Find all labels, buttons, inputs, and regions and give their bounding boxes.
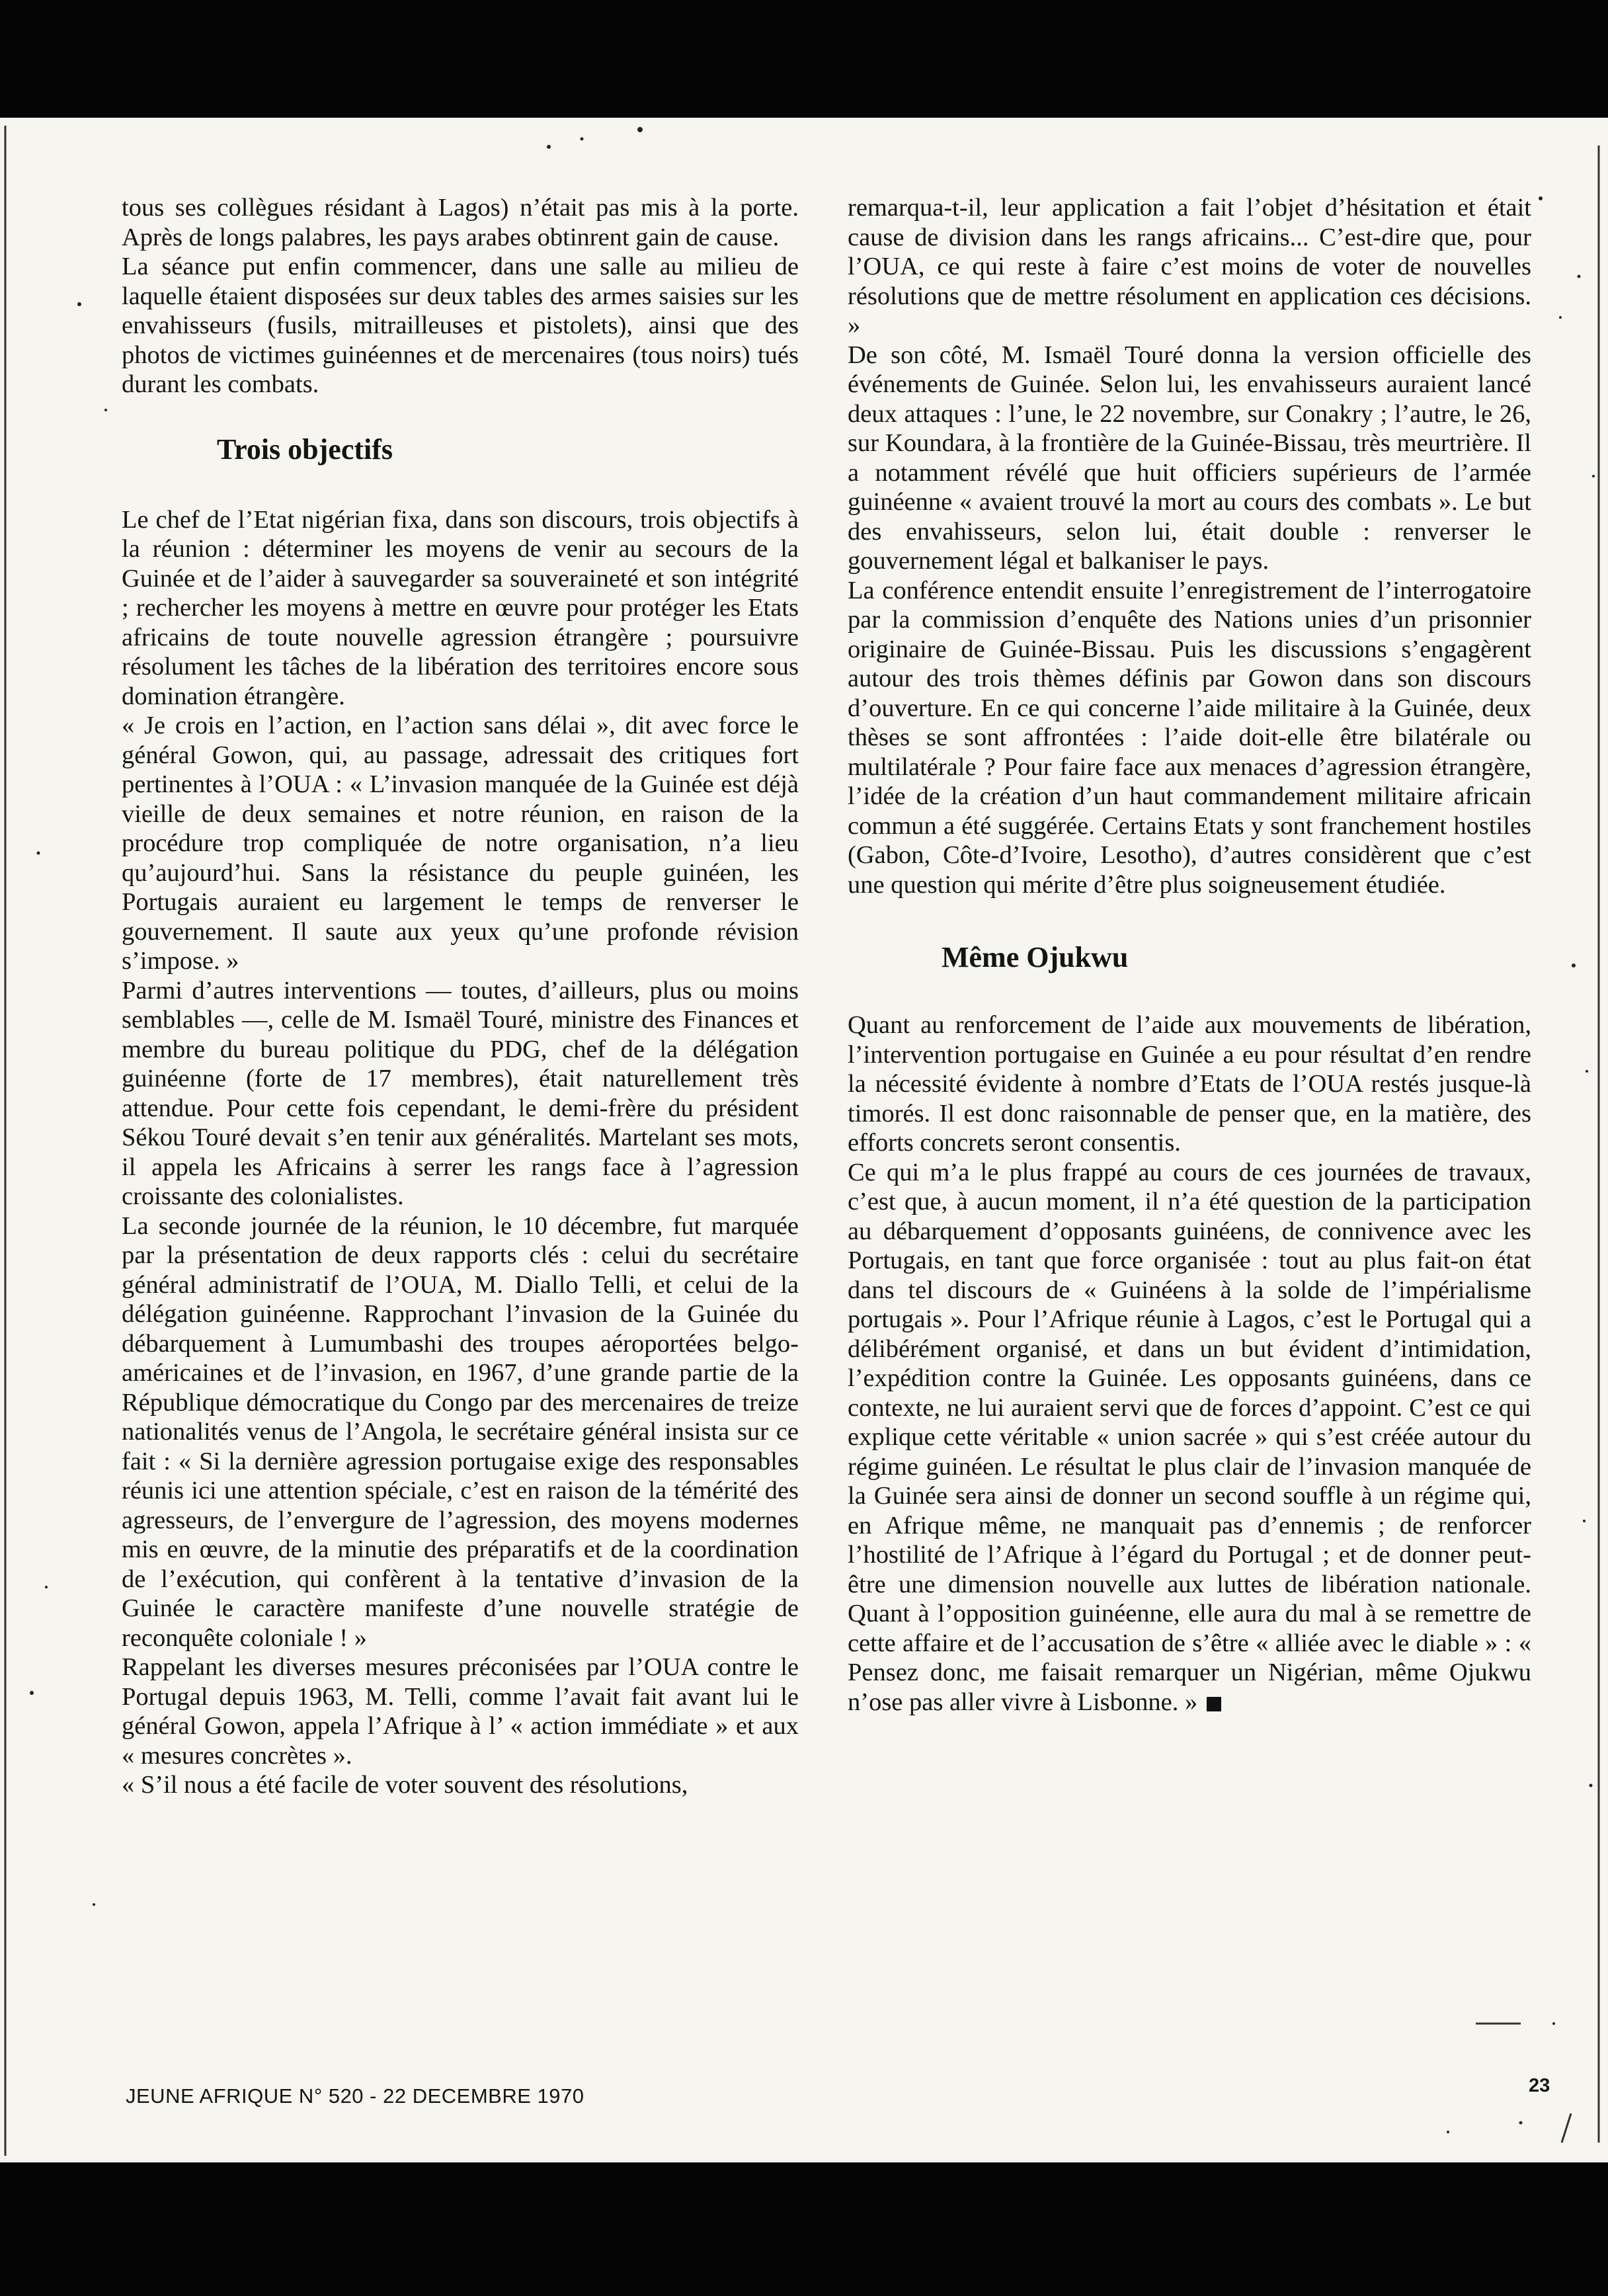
right-paragraph-3: La conférence entendit ensuite l’enregistrement de l’interrogatoire par la commission d’enquête des Nations unies d’un prisonnier originaire de Guinée-Bissau. Puis les discussions s’engagèrent autour des trois thèmes définis par Gowon dans son discours d’ouverture. En ce qui concerne l’aide militaire à la Guinée, deux thèses se sont affrontées : l’aide doit-elle être bilatérale ou multilatérale ? Pour faire face aux menaces d’agression étrangère, l’idée de la création d’un haut commandement militaire africain commun a été suggérée. Certains Etats y sont franchement hostiles (Gabon, Côte-d’Ivoire, Lesotho), d’autres considèrent que c’est une question qui mérite d’être plus soigneusement étudiée. xyxy=(848,576,1531,899)
subheading-meme-ojukwu: Même Ojukwu xyxy=(942,941,1129,973)
right-paragraph-5 xyxy=(848,1158,1531,1717)
subheading-trois-objectifs: Trois objectifs xyxy=(217,432,393,466)
left-paragraph-2: La séance put enfin commencer, dans une salle au milieu de laquelle étaient disposées sur deux tables des armes saisies sur les envahisseurs (fusils, mitrailleuses et pistolets), ainsi que des photos de victimes guinéennes et de mercenaires (tous noirs) tués durant les combats. xyxy=(122,253,799,398)
publication-footer: JEUNE AFRIQUE N° 520 - 22 DECEMBRE 1970 xyxy=(126,2084,584,2108)
scan-border-bottom xyxy=(0,2162,1608,2296)
article-column-left xyxy=(122,193,799,1800)
right-paragraph-5-text: Ce qui m’a le plus frappé au cours de ces journées de travaux, c’est que, à aucun moment, il n’a été question de la participation au débarquement d’opposants guinéens, de connivence avec les Portugais, en tant que force organisée : tout au plus fait-on état dans tel discours de « Guinéens à la solde de l’impérialisme portugais ». Pour l’Afrique réunie à Lagos, c’est le Portugal qui a délibérément organisé, et dans un but évident d’intimidation, l’expédition contre la Guinée. Les opposants guinéens, dans ce contexte, ne lui auraient servi que de forces d’appoint. C’est ce qui explique cette véritable « union sacrée » qui s’est créée autour du régime guinéen. Le résultat le plus clair de l’invasion manquée de la Guinée sera ainsi de donner un second souffle à un régime qui, en Afrique même, ne manquait pas d’ennemis ; de renforcer l’hostilité de l’Afrique à l’égard du Portugal ; et de donner peut-être une dimension nouvelle aux luttes de libération nationale. Quant à l’opposition guinéenne, elle aura du mal à se remettre de cette affaire et de l’accusation de s’être « alliée avec le diable » : « Pensez donc, me faisait remarquer un Nigérian, même Ojukwu n’ose pas aller vivre à Lisbonne. » xyxy=(848,1158,1531,1716)
right-paragraph-4: Quant au renforcement de l’aide aux mouvements de libération, l’intervention portugaise en Guinée a eu pour résultat d’en rendre la nécessité évidente à nombre d’Etats de l’OUA restés jusque-là timorés. Il est donc raisonnable de penser que, en la matière, des efforts concrets seront consentis. xyxy=(848,1011,1531,1157)
left-paragraph-3: Le chef de l’Etat nigérian fixa, dans son discours, trois objectifs à la réunion : déterminer les moyens de venir au secours de la Guinée et de l’aider à sauvegarder sa souveraineté et son intégrité ; rechercher les moyens à mettre en œuvre pour protéger les Etats africains de toute nouvelle agression étrangère ; poursuivre résolument les tâches de la libération des territoires encore sous domination étrangère. xyxy=(122,505,799,710)
left-paragraph-4: « Je crois en l’action, en l’action sans délai », dit avec force le général Gowon, qui, au passage, adressait des critiques fort pertinentes à l’OUA : « L’invasion manquée de la Guinée est déjà vieille de deux semaines et notre réunion, en raison de la procédure trop compliquée de notre organisation, n’a lieu qu’aujourd’hui. Sans la résistance du peuple guinéen, les Portugais auraient eu largement le temps de renverser le gouvernement. Il saute aux yeux qu’une profonde révision s’impose. » xyxy=(122,712,799,975)
page-number: 23 xyxy=(1529,2075,1550,2096)
left-paragraph-5: Parmi d’autres interventions — toutes, d’ailleurs, plus ou moins semblables —, celle de M. Ismaël Touré, ministre des Finances et membre du bureau politique du PDG, chef de la délégation guinéenne (forte de 17 membres), était naturellement très attendue. Pour cette fois cependant, le demi-frère du président Sékou Touré devait s’en tenir aux généralités. Martelant ses mots, il appela les Africains à serrer les rangs face à l’agression croissante des colonialistes. xyxy=(122,976,799,1210)
left-paragraph-6: La seconde journée de la réunion, le 10 décembre, fut marquée par la présentation de deux rapports clés : celui du secrétaire général administratif de l’OUA, M. Diallo Telli, et celui de la délégation guinéenne. Rapprochant l’invasion de la Guinée du débarquement à Lumumbashi des troupes aéroportées belgo-américaines et de l’invasion, en 1967, d’une grande partie de la République démocratique du Congo par des mercenaires de treize nationalités venus de l’Angola, le secrétaire général insista sur ce fait : « Si la dernière agression portugaise exige des responsables réunis ici une attention spéciale, c’est en raison de la témérité des agresseurs, de l’envergure de l’agression, des moyens modernes mis en œuvre, de la minutie des préparatifs et de la coordination de l’exécution, qui confèrent à la tentative d’invasion de la Guinée le caractère manifeste d’une nouvelle stratégie de reconquête coloniale ! » xyxy=(122,1211,799,1652)
right-paragraph-2: De son côté, M. Ismaël Touré donna la version officielle des événements de Guinée. Selon lui, les envahisseurs auraient lancé deux attaques : l’une, le 22 novembre, sur Conakry ; l’autre, le 26, sur Koundara, à la frontière de la Guinée-Bissau, très meurtrière. Il a notamment révélé que huit officiers supérieurs de l’armée guinéenne « avaient trouvé la mort au cours des combats ». Le but des envahisseurs, selon lui, était double : renverser le gouvernement légal et balkaniser le pays. xyxy=(848,341,1531,575)
scan-border-top xyxy=(0,0,1608,118)
end-of-article-mark xyxy=(1207,1697,1221,1711)
left-paragraph-8: « S’il nous a été facile de voter souvent des résolutions, xyxy=(122,1771,688,1799)
left-paragraph-7: Rappelant les diverses mesures préconisées par l’OUA contre le Portugal depuis 1963, M. Telli, comme l’avait fait avant lui le général Gowon, appela l’Afrique à l’ « action immédiate » et aux « mesures concrètes ». xyxy=(122,1653,799,1770)
left-paragraph-1: tous ses collègues résidant à Lagos) n’était pas mis à la porte. Après de longs palabres, les pays arabes obtinrent gain de cause. xyxy=(122,194,799,251)
right-paragraph-1: remarqua-t-il, leur application a fait l’objet d’hésitation et était cause de division dans les rangs africains... C’est-dire que, pour l’OUA, ce qui reste à faire c’est moins de voter de nouvelles résolutions que de mettre résolument en application ces décisions. » xyxy=(848,194,1531,339)
article-column-right xyxy=(848,193,1531,1717)
